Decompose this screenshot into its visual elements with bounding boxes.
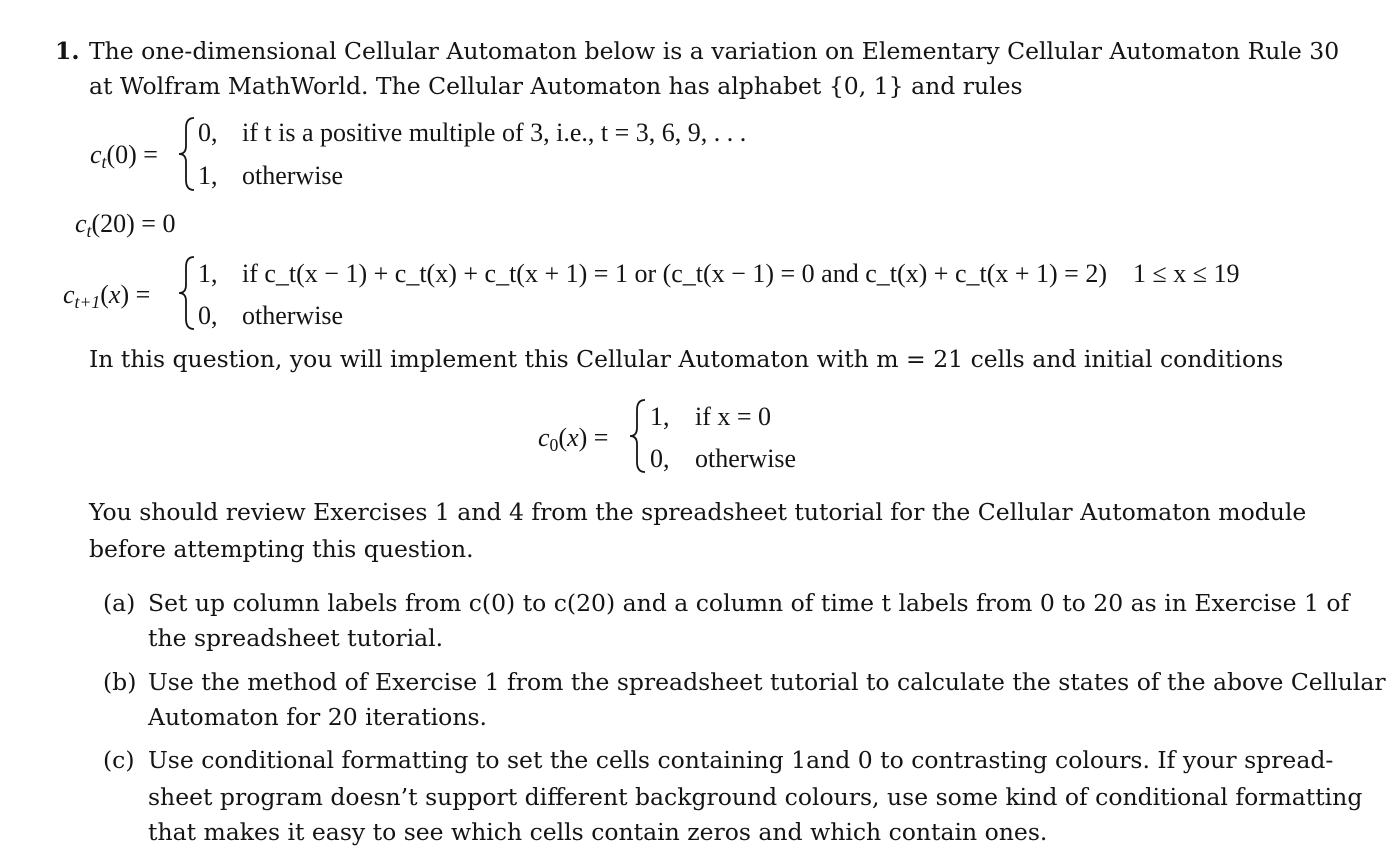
rule2: $c_t(20) = 0$: [75, 209, 176, 241]
initial-value-b: 0,: [650, 444, 670, 473]
review-text-line2: before attempting this question.: [89, 535, 474, 563]
rule3-value-a: 1,: [198, 259, 218, 288]
part-a-line2: the spreadsheet tutorial.: [148, 624, 444, 652]
part-c-line1: Use conditional formatting to set the cells containing 1and 0 to contrasting colours. If your spread-: [148, 746, 1334, 774]
initial-lhs: c0(x) =: [538, 423, 609, 455]
rule3-range: 1 ≤ x ≤ 19: [1133, 259, 1240, 288]
initial-cond-a: if x = 0: [695, 402, 772, 431]
rule1-brace: [176, 116, 198, 192]
part-b-line2: Automaton for 20 iterations.: [148, 703, 487, 731]
rule1-value-a: 0,: [198, 118, 218, 147]
rule3-brace: [176, 255, 198, 331]
part-b-label: (b): [103, 668, 137, 696]
part-c-line3: that makes it easy to see which cells contain zeros and which contain ones.: [148, 818, 1048, 846]
rule1-cond-b: otherwise: [242, 161, 344, 190]
initial-cond-b: otherwise: [695, 444, 797, 473]
initial-brace: [627, 398, 649, 474]
review-text-line1: You should review Exercises 1 and 4 from the spreadsheet tutorial for the Cellular Automaton module: [89, 498, 1307, 526]
part-b-line1: Use the method of Exercise 1 from the spreadsheet tutorial to calculate the states of the above Cellular: [148, 668, 1386, 696]
part-a-label: (a): [103, 589, 136, 617]
rule3-lhs: $c_{t+1}(x)$ =: [63, 280, 151, 312]
rule3-cond-a: if c_t(x − 1) + c_t(x) + c_t(x + 1) = 1 or (c_t(x − 1) = 0 and c_t(x) + c_t(x + 1) = 2): [242, 259, 1108, 288]
part-c-line2: sheet program doesn’t support different background colours, use some kind of conditional formatting: [148, 783, 1363, 811]
part-a-line1: Set up column labels from c(0) to c(20) and a column of time t labels from 0 to 20 as in Exercise 1 of: [148, 589, 1350, 617]
rule1-lhs: $c_t(0)$ =: [90, 140, 158, 172]
initial-value-a: 1,: [650, 402, 670, 431]
implement-text: In this question, you will implement this Cellular Automaton with m = 21 cells and initial conditions: [89, 345, 1284, 373]
question-intro-line1: The one-dimensional Cellular Automaton below is a variation on Elementary Cellular Automaton Rule 30: [89, 37, 1340, 65]
rule3-cond-b: otherwise: [242, 301, 344, 330]
part-c-label: (c): [103, 746, 135, 774]
question-number: 1.: [55, 37, 80, 65]
rule1-value-b: 1,: [198, 161, 218, 190]
rule1-cond-a: if t is a positive multiple of 3, i.e., t = 3, 6, 9, . . .: [242, 118, 747, 147]
rule3-value-b: 0,: [198, 301, 218, 330]
question-intro-line2: at Wolfram MathWorld. The Cellular Automaton has alphabet {0, 1} and rules: [89, 72, 1023, 100]
